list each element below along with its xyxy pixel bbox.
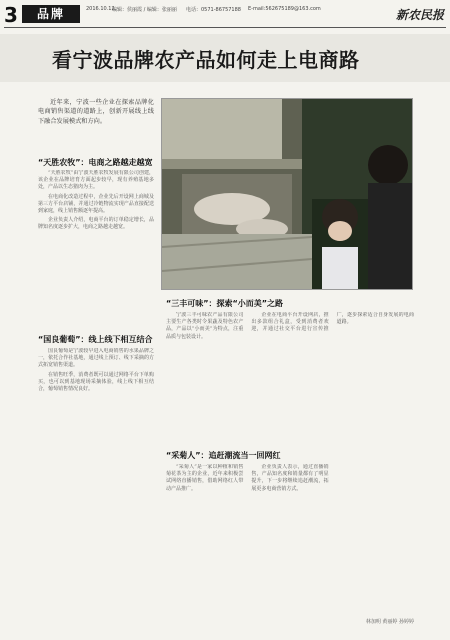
- paragraph: 在电商化改造过程中，企业先后开设网上商城及第三方平台店铺，并通过冷链物流实现产品直接配送到家庭，线上销售额逐年提高。: [38, 193, 154, 215]
- lead-text: 近年来，宁波一些企业在探索品牌化电商销售渠道的道路上，创新开展线上线下融合发展模式和方向。: [38, 99, 154, 125]
- phone-line: 电话：0571-86757188: [186, 7, 241, 13]
- paragraph: “采菊人”是一家以种植和销售菊花茶为主的企业，近年来积极尝试网络直播销售，借助网络红人带动产品推广。: [166, 464, 244, 492]
- page-header: [0, 0, 450, 26]
- section-body-tiansheng: [38, 170, 154, 318]
- paragraph: 企业负责人表示，通过直播销售，产品知名度和销量都有了明显提升，下一步将继续追赶潮流，拓展更多电商营销方式。: [251, 464, 329, 492]
- section-body-sanfeng: [166, 312, 414, 444]
- paragraph: 在销售旺季，消费者既可以通过网络平台下单购买，也可以到基地现场采摘体验，线上线下相互结合，葡萄销售情况良好。: [38, 371, 154, 393]
- section-body-caijuren: [166, 464, 414, 614]
- email-line: E-mail:562675189@163.com: [248, 6, 321, 12]
- farm-photo-image: [162, 99, 413, 290]
- paragraph: 国良葡萄是宁波较早进入电商销售的水果品牌之一，依托合作社基地，通过线上预订、线下采摘的方式拓宽销售渠道。: [38, 348, 154, 369]
- page-number: 3: [4, 3, 18, 27]
- paragraph: 宁波三丰可味农产品有限公司主要生产各类时令果蔬及特色农产品，产品以“小而美”为特点，注重品质与包装设计。: [166, 312, 244, 340]
- editor-line: 编辑：侯丽霞 / 编辑：张丽丽: [112, 7, 177, 13]
- issue-date: 2016.10.12: [86, 6, 115, 12]
- paragraph: 企业负责人介绍，电商平台的订单稳定增长，品牌知名度逐步扩大，电商之路越走越宽。: [38, 217, 154, 231]
- header-rule: [4, 27, 446, 28]
- news-photo: [161, 98, 413, 290]
- section-heading-tiansheng: “天胜农牧”：电商之路越走越宽: [38, 158, 153, 167]
- section-label: 品牌: [22, 5, 80, 23]
- section-heading-sanfeng: “三丰可味”：探索“小而美”之路: [166, 299, 284, 308]
- paragraph: “天胜农牧”由宁波天胜农牧发展有限公司创建，该企业在品牌培育方面起步较早，现有养殖基地多处，产品以生态猪肉为主。: [38, 170, 154, 191]
- byline: 林加明 黄丽婷 孙婷婷: [365, 619, 414, 625]
- section-heading-caijuren: “采菊人”：追赶潮流当一回网红: [166, 451, 281, 460]
- page-headline: 看宁波品牌农产品如何走上电商路: [52, 48, 360, 72]
- section-body-guoliang: [38, 348, 154, 608]
- section-heading-guoliang: “国良葡萄”：线上线下相互结合: [38, 335, 153, 344]
- masthead-logo: 新农民报: [395, 8, 444, 22]
- paragraph: 企业在电商平台开设网店，推出多款组合礼盒，受到消费者欢迎，并通过社交平台进行宣传推广，逐步探索适合自身发展的电商道路。: [251, 312, 414, 333]
- lead-paragraph: [38, 98, 154, 126]
